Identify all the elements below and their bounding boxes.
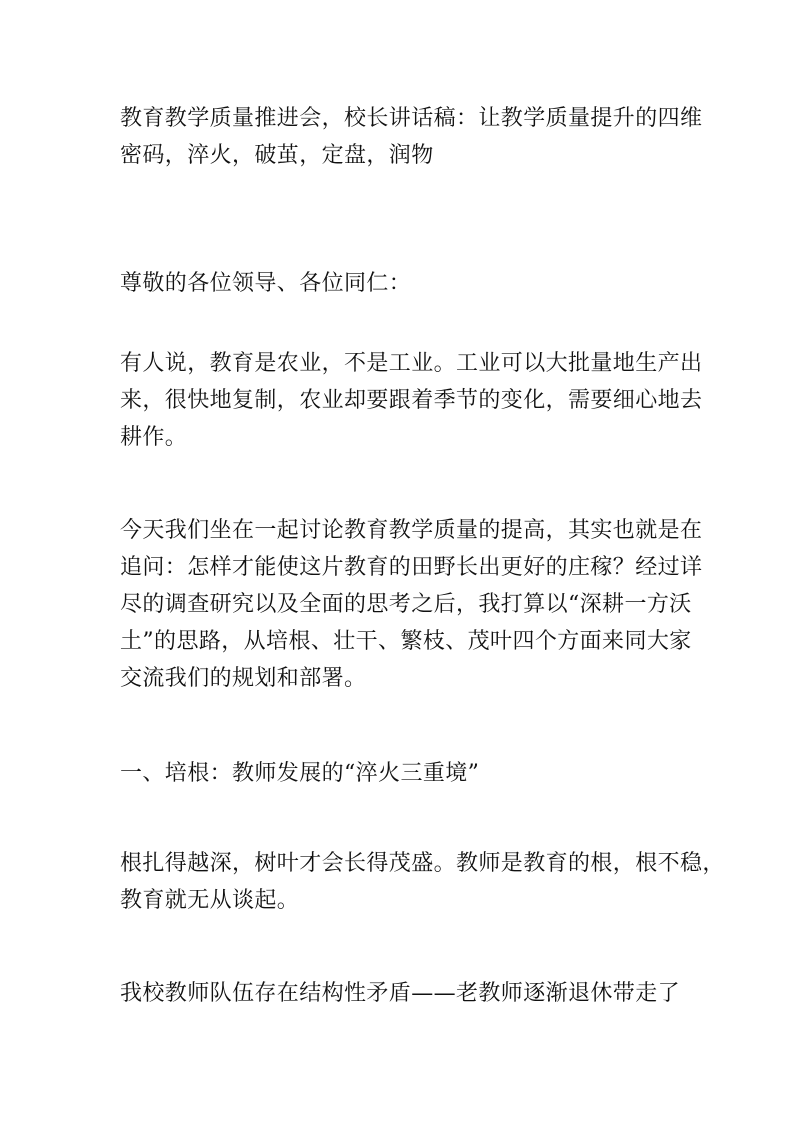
paragraph-line: 我校教师队伍存在结构性矛盾——老教师逐渐退休带走了 [120, 981, 681, 1006]
paragraph-4 [120, 975, 680, 1012]
heading-text: 一、培根：教师发展的“淬火三重境” [120, 761, 480, 786]
paragraph-line: 耕作。 [120, 425, 188, 450]
document-title [120, 100, 703, 174]
paragraph-2 [120, 512, 703, 697]
salutation-text: 尊敬的各位领导、各位同仁： [120, 271, 412, 296]
paragraph-line: 追问：怎样才能使这片教育的田野长出更好的庄稼？经过详 [120, 555, 703, 580]
paragraph-3 [120, 845, 725, 919]
paragraph-line: 来，很快地复制，农业却要跟着季节的变化，需要细心地去 [120, 388, 703, 413]
title-line: 教育教学质量推进会，校长讲话稿：让教学质量提升的四维 [120, 106, 703, 131]
paragraph-line: 交流我们的规划和部署。 [120, 666, 367, 691]
title-line: 密码，淬火，破茧，定盘，润物 [120, 143, 434, 168]
paragraph-line: 土”的思路，从培根、壮干、繁枝、茂叶四个方面来同大家 [120, 629, 692, 654]
paragraph-line: 有人说，教育是农业，不是工业。工业可以大批量地生产出 [120, 351, 703, 376]
paragraph-line: 根扎得越深，树叶才会长得茂盛。教师是教育的根，根不稳， [120, 851, 725, 876]
paragraph-line: 尽的调查研究以及全面的思考之后，我打算以“深耕一方沃 [120, 592, 692, 617]
paragraph-line: 教育就无从谈起。 [120, 888, 300, 913]
section-1-heading [120, 755, 680, 792]
salutation [120, 265, 680, 302]
paragraph-line: 今天我们坐在一起讨论教育教学质量的提高，其实也就是在 [120, 518, 703, 543]
paragraph-1 [120, 345, 703, 456]
